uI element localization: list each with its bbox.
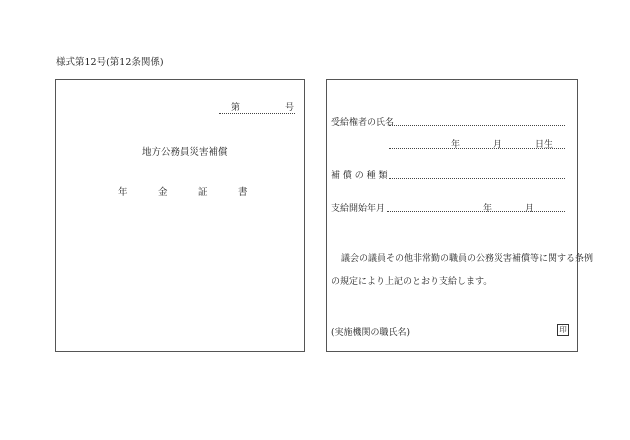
birth-day-label: 日生 [535,140,554,150]
recipient-name-label: 受給権者の氏名 [331,118,395,128]
number-dotted-line [219,113,295,114]
seal-mark: 印 [557,324,569,336]
certificate-char-3: 証 [198,187,208,198]
number-suffix: 号 [285,103,295,113]
certificate-char-2: 金 [158,187,168,198]
body-text-line-1: 議会の議員その他非常勤の職員の公務災害補償等に関する条例 [341,254,594,264]
compensation-type-line [389,178,565,179]
certificate-title: 地方公務員災害補償 [142,147,228,158]
agency-name-label: (実施機関の職氏名) [331,328,411,338]
certificate-char-4: 書 [238,187,248,198]
recipient-name-line [389,125,565,126]
payment-start-year-label: 年 [483,204,493,214]
payment-start-month-label: 月 [525,204,535,214]
certificate-left-panel [55,79,305,352]
birth-date-line [389,148,565,149]
birth-month-label: 月 [493,140,503,150]
number-prefix: 第 [231,103,241,113]
compensation-type-label: 補 償 の 種 類 [331,171,388,181]
certificate-char-1: 年 [118,187,128,198]
form-number-label: 様式第12号(第12条関係) [56,57,164,68]
payment-start-line [387,211,565,212]
body-text-line-2: の規定により上記のとおり支給します。 [331,277,493,287]
birth-year-label: 年 [451,140,461,150]
payment-start-label: 支給開始年月 [331,204,386,214]
certificate-right-panel [326,79,594,352]
